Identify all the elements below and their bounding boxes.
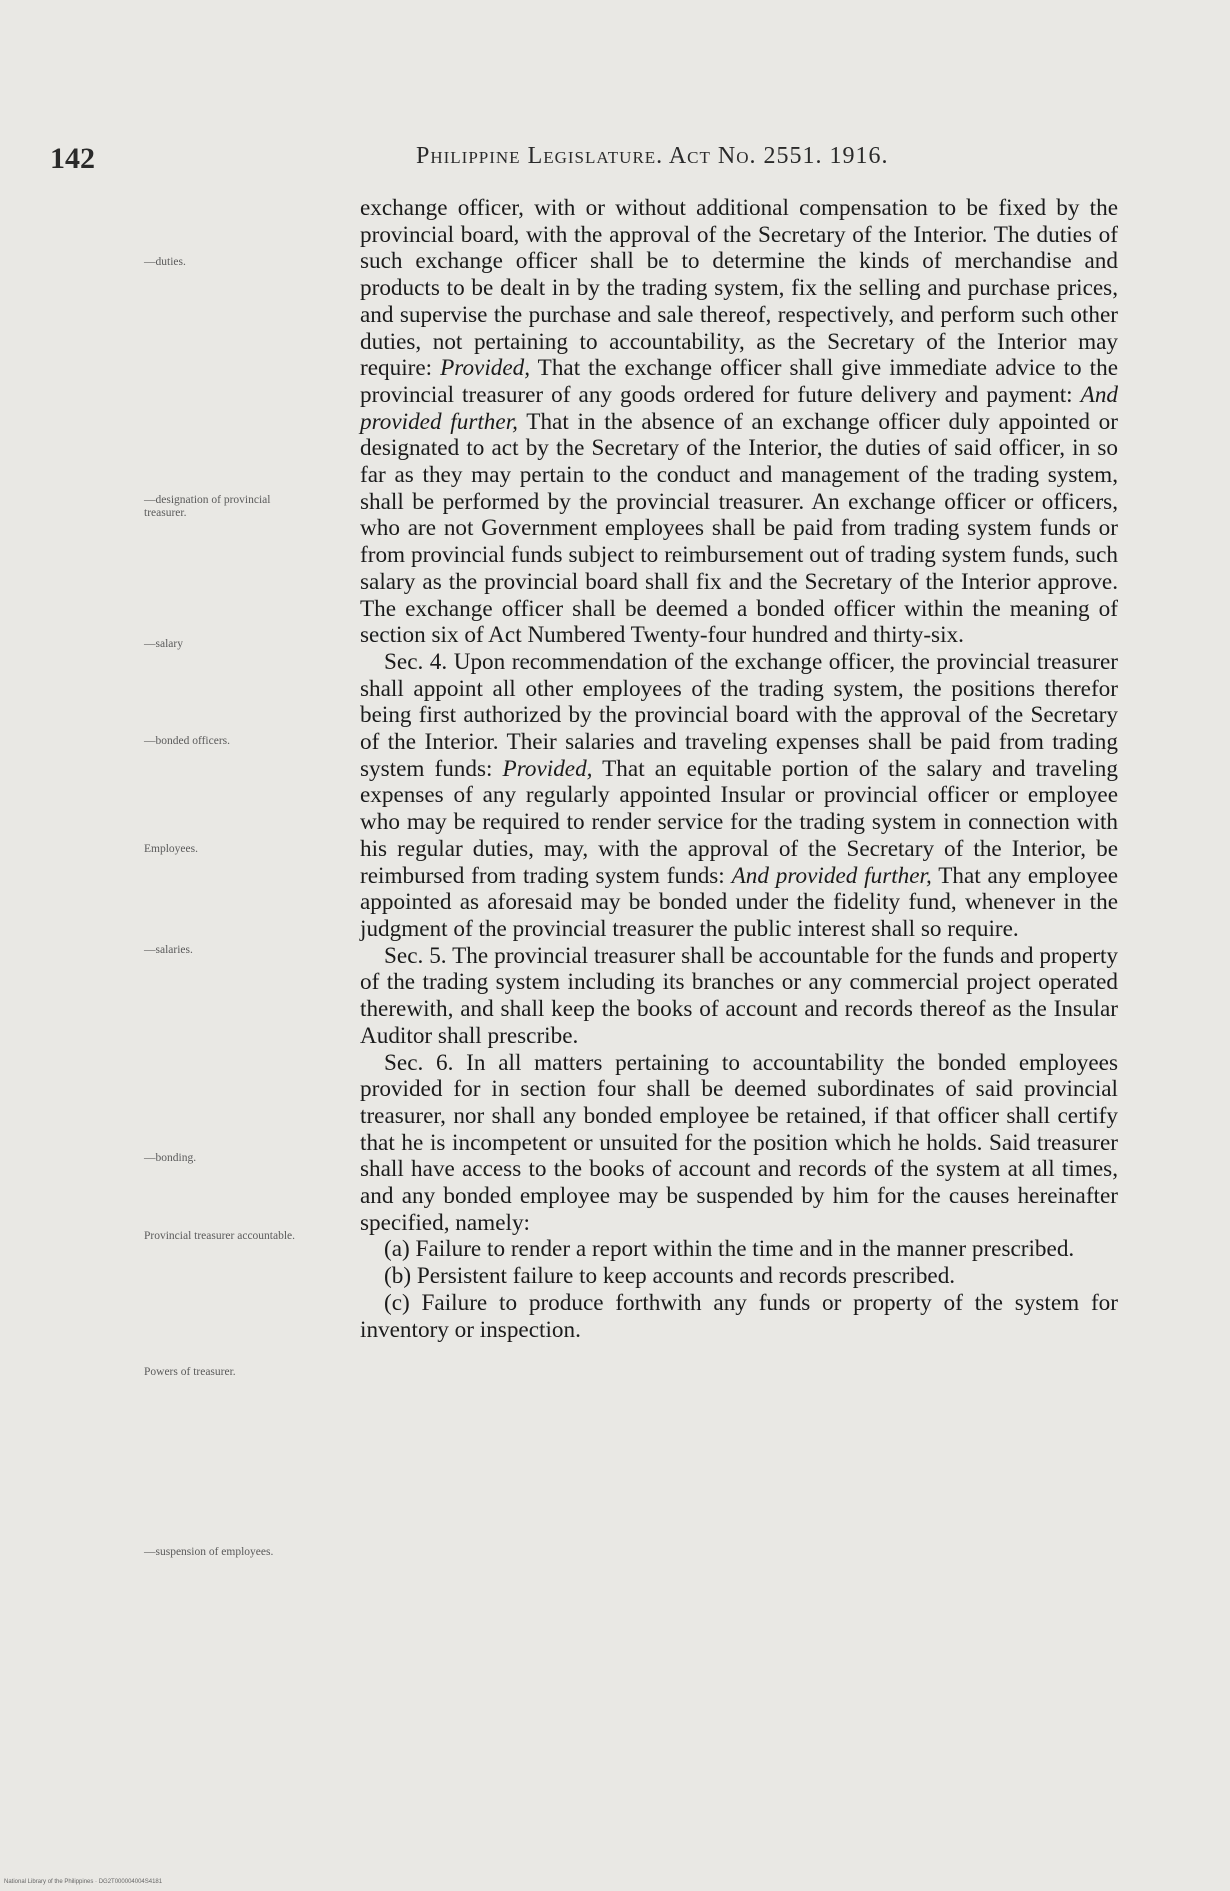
- page-number: 142: [50, 142, 95, 175]
- marginal-note-duties: —duties.: [144, 256, 186, 268]
- section-5: Sec. 5. The provincial treasurer shall be accountable for the funds and property of the trading system including its branches or any commercial project operated therewith, and shall keep the books of account and records thereof as the Insular Auditor shall prescribe.: [360, 942, 1118, 1049]
- paragraph-exchange-officer: exchange officer, with or without additional compensation to be fixed by the provincial board, with the approval of the Secretary of the Interior. The duties of such exchange officer shall be to determine the kinds of merchandise and products to be dealt in by the trading system, fix the selling and purchase prices, and supervise the purchase and sale thereof, respectively, and perform such other duties, not pertaining to accountability, as the Secretary of the Interior may require: Provided, That the exchange officer shall give immediate advice to the provincial treasurer of any goods ordered for future delivery and payment: And provided further, That in the absence of an exchange officer duly appointed or designated to act by the Secretary of the Interior, the duties of said officer, in so far as they may pertain to the conduct and management of the trading system, shall be performed by the provincial treasurer. An exchange officer or officers, who are not Government employees shall be paid from trading system funds or from provincial funds subject to reimbursement out of trading system funds, such salary as the provincial board shall fix and the Secretary of the Interior approve. The exchange officer shall be deemed a bonded officer within the meaning of section six of Act Numbered Twenty-four hundred and thirty-six.: [360, 195, 1119, 649]
- marginal-note-salary: —salary: [144, 638, 183, 650]
- section-6: Sec. 6. In all matters pertaining to accountability the bonded employees provided for in section four shall be deemed subordinates of said provincial treasurer, nor shall any bonded employee be retained, if that officer shall certify that he is incompetent or unsuited for the position which he holds. Said treasurer shall have access to the books of account and records of the system at all times, and any bonded employee may be suspended by him for the causes hereinafter specified, namely:: [360, 1049, 1118, 1236]
- body-text: [360, 195, 1118, 1343]
- marginal-note-salaries: —salaries.: [144, 944, 193, 956]
- marginal-note-suspension: —suspension of employees.: [144, 1546, 274, 1558]
- section-4: Sec. 4. Upon recommendation of the exchange officer, the provincial treasurer shall appoint all other employees of the trading system, the positions therefor being first authorized by the provincial board with the approval of the Secretary of the Interior. Their salaries and traveling expenses shall be paid from trading system funds: Provided, That an equitable portion of the salary and traveling expenses of any regularly appointed Insular or provincial officer or employee who may be required to render service for the trading system in connection with his regular duties, may, with the approval of the Secretary of the Interior, be reimbursed from trading system funds: And provided further, That any employee appointed as aforesaid may be bonded under the fidelity fund, whenever in the judgment of the provincial treasurer the public interest shall so require.: [360, 648, 1118, 942]
- marginal-note-bonding: —bonding.: [144, 1152, 197, 1164]
- clause-b: (b) Persistent failure to keep accounts and records prescribed.: [384, 1263, 956, 1290]
- running-head: Philippine Legislature. Act No. 2551. 1916.: [416, 143, 889, 169]
- marginal-note-employees: Employees.: [144, 843, 198, 855]
- marginal-note-powers: Powers of treasurer.: [144, 1366, 236, 1378]
- scan-credit: National Library of the Philippines · DG2T000004004S4181: [4, 1879, 163, 1885]
- clause-c: (c) Failure to produce forthwith any funds or property of the system for inventory or inspection.: [360, 1289, 1118, 1343]
- clause-a: (a) Failure to render a report within the time and in the manner prescribed.: [384, 1236, 1075, 1263]
- marginal-note-designation: —designation of provincial treasurer.: [144, 494, 271, 519]
- marginal-note-treasurer-accountable: Provincial treasurer accountable.: [144, 1230, 296, 1242]
- marginal-note-bonded-officers: —bonded officers.: [144, 735, 231, 747]
